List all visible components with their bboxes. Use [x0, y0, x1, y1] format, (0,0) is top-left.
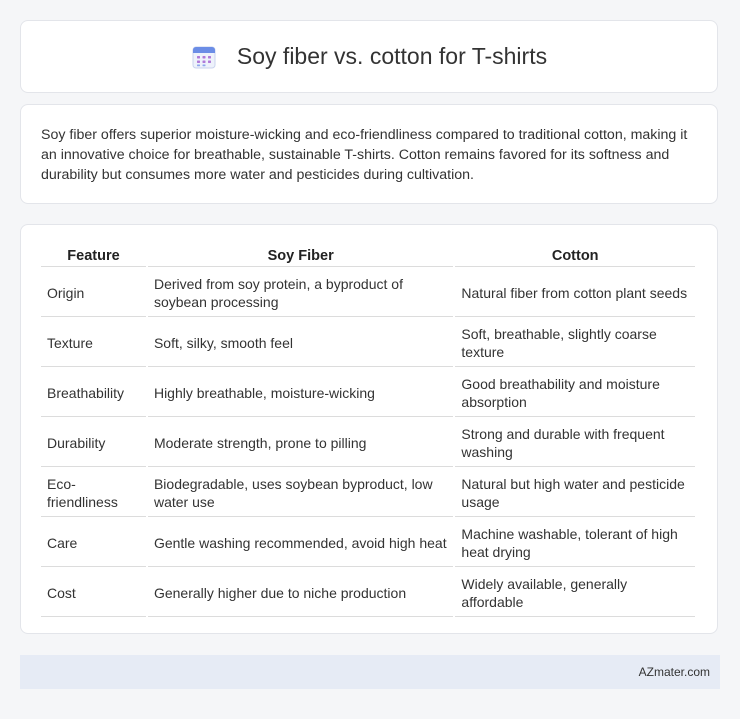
soy-fiber-cell: Generally higher due to niche production [148, 569, 453, 617]
page-title: Soy fiber vs. cotton for T-shirts [236, 43, 548, 69]
table-row [41, 469, 695, 517]
feature-cell: Cost [41, 569, 146, 617]
comparison-table-card [20, 224, 718, 634]
table-row [41, 269, 695, 317]
table-row [41, 569, 695, 617]
cotton-cell: Widely available, generally affordable [455, 569, 695, 617]
summary-text: Soy fiber offers superior moisture-wicking and eco-friendliness compared to traditional cotton, making it an innovative choice for breathable, sustainable T-shirts. Cotton remains favored for its softness and durability but consumes more water and pesticides during cultivation. [41, 127, 688, 183]
table-header-row [41, 245, 695, 267]
feature-cell: Breathability [41, 369, 146, 417]
soy-fiber-cell: Moderate strength, prone to pilling [148, 419, 453, 467]
soy-fiber-cell: Soft, silky, smooth feel [148, 319, 453, 367]
soy-fiber-cell: Highly breathable, moisture-wicking [148, 369, 453, 417]
table-row [41, 419, 695, 467]
cotton-cell: Good breathability and moisture absorption [455, 369, 695, 417]
soy-fiber-cell: Derived from soy protein, a byproduct of soybean processing [148, 269, 453, 317]
calendar-icon [191, 44, 217, 70]
column-header-feature: Feature [41, 245, 146, 267]
cotton-cell: Strong and durable with frequent washing [455, 419, 695, 467]
cotton-cell: Machine washable, tolerant of high heat drying [455, 519, 695, 567]
footer-brand: AZmater.com [638, 665, 710, 679]
cotton-cell: Natural fiber from cotton plant seeds [455, 269, 695, 317]
feature-cell: Care [41, 519, 146, 567]
feature-cell: Origin [41, 269, 146, 317]
feature-cell: Eco-friendliness [41, 469, 146, 517]
cotton-cell: Soft, breathable, slightly coarse texture [455, 319, 695, 367]
table-row [41, 319, 695, 367]
footer [20, 655, 720, 689]
table-row [41, 369, 695, 417]
title-card [20, 20, 718, 93]
table-row [41, 519, 695, 567]
comparison-table [39, 243, 697, 619]
cotton-cell: Natural but high water and pesticide usage [455, 469, 695, 517]
soy-fiber-cell: Gentle washing recommended, avoid high heat [148, 519, 453, 567]
column-header-cotton: Cotton [455, 245, 695, 267]
soy-fiber-cell: Biodegradable, uses soybean byproduct, low water use [148, 469, 453, 517]
feature-cell: Texture [41, 319, 146, 367]
column-header-soy-fiber: Soy Fiber [148, 245, 453, 267]
feature-cell: Durability [41, 419, 146, 467]
summary-card [20, 104, 718, 204]
